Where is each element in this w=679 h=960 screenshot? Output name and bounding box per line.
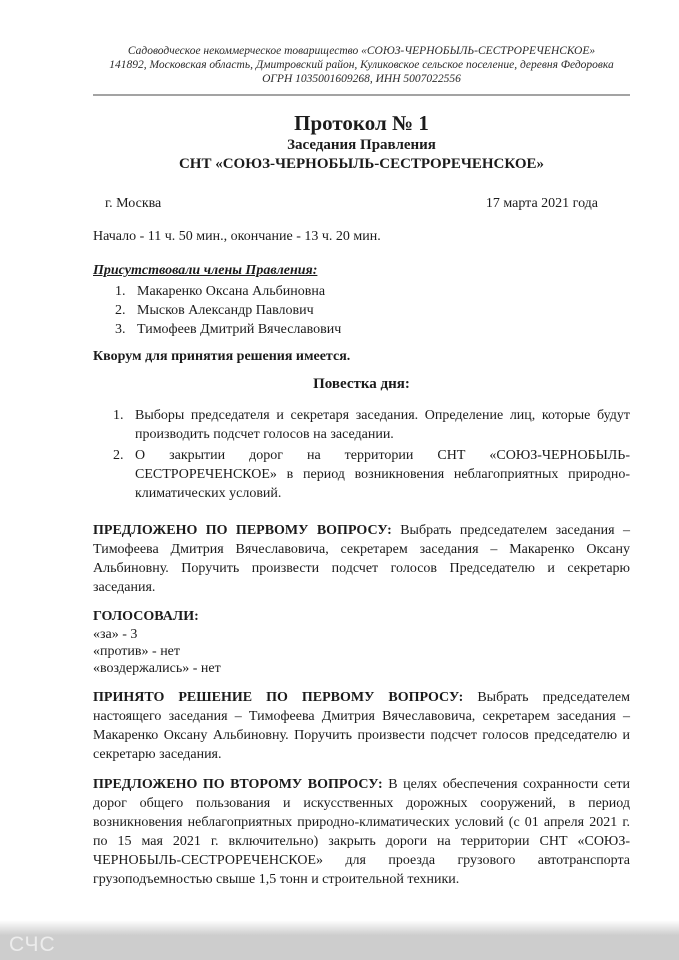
org-registration-numbers: ОГРН 1035001609268, ИНН 5007022556 <box>262 73 461 85</box>
question1-proposal-label: ПРЕДЛОЖЕНО ПО ПЕРВОМУ ВОПРОСУ: <box>93 523 392 538</box>
attendee-name: Тимофеев Дмитрий Вячеславович <box>137 322 342 337</box>
vote-line-abstained: «воздержались» - нет <box>93 661 221 676</box>
question1-proposal <box>93 521 630 597</box>
vote-line-against: «против» - нет <box>93 644 181 659</box>
question1-proposal-text: Выбрать председателем заседания – Тимофеева Дмитрия Вячеславовича, секретарем заседания – Макаренко Оксану Альбиновну. Поручить произвести подсчет голосов Председателю и секретарю заседания. <box>93 523 630 595</box>
attendees-heading: Присутствовали члены Правления: <box>93 263 318 278</box>
agenda-item-number: 2. <box>113 448 124 463</box>
attendee-number: 1. <box>115 284 126 299</box>
org-name: Садоводческое некоммерческое товарищество «СОЮЗ-ЧЕРНОБЫЛЬ-СЕСТРОРЕЧЕНСКОЕ» <box>127 45 596 57</box>
agenda-heading: Повестка дня: <box>313 376 410 392</box>
voting-heading: ГОЛОСОВАЛИ: <box>93 609 199 624</box>
document-title: Протокол № 1 <box>294 111 429 135</box>
agenda-item <box>93 406 630 444</box>
vote-line-for: «за» - 3 <box>93 627 138 642</box>
agenda-item-text: Выборы председателя и секретаря заседания. Определение лиц, которые будут производить подсчет голосов на заседании. <box>135 408 630 442</box>
question2-proposal-text: В целях обеспечения сохранности сети дорог общего пользования и искусственных дорожных сооружений, в период возникновения неблагоприятных природно-климатических условий (с 01 апреля 2021 г. по 15 мая 2021 г. включительно) закрыть дороги на территории СНТ «СОЮЗ-ЧЕРНОБЫЛЬ-СЕСТРОРЕЧЕНСКОЕ» для проезда грузового автотранспорта грузоподъемностью свыше 1,5 тонн и строительной техники. <box>93 777 631 887</box>
agenda-item-number: 1. <box>113 408 124 423</box>
agenda-list <box>93 406 630 503</box>
site-watermark: СЧС <box>9 933 56 956</box>
time-line: Начало - 11 ч. 50 мин., окончание - 13 ч. 20 мин. <box>93 229 381 244</box>
attendee-number: 3. <box>115 322 126 337</box>
meta-row <box>93 194 630 213</box>
attendee-item <box>93 282 630 301</box>
attendee-name: Макаренко Оксана Альбиновна <box>137 284 326 299</box>
question1-decision <box>93 688 630 764</box>
attendee-item <box>93 320 630 339</box>
attendee-item <box>93 301 630 320</box>
protocol-document <box>93 0 630 889</box>
attendee-name: Мысков Александр Павлович <box>137 303 314 318</box>
header-divider <box>93 94 630 96</box>
org-address: 141892, Московская область, Дмитровский район, Куликовское сельское поселение, деревня Федоровка <box>109 59 614 71</box>
agenda-item-text: О закрытии дорог на территории СНТ «СОЮЗ-ЧЕРНОБЫЛЬ-СЕСТРОРЕЧЕНСКОЕ» в период возникновения неблагоприятных природно-климатических условий. <box>135 448 630 501</box>
question2-proposal <box>93 775 630 889</box>
vote-results <box>93 626 630 677</box>
quorum-statement: Кворум для принятия решения имеется. <box>93 349 351 364</box>
title-block <box>93 110 630 174</box>
document-subtitle-org: СНТ «СОЮЗ-ЧЕРНОБЫЛЬ-СЕСТРОРЕЧЕНСКОЕ» <box>178 156 545 172</box>
agenda-item <box>93 446 630 503</box>
question1-decision-label: ПРИНЯТО РЕШЕНИЕ ПО ПЕРВОМУ ВОПРОСУ: <box>93 690 464 705</box>
question2-proposal-label: ПРЕДЛОЖЕНО ПО ВТОРОМУ ВОПРОСУ: <box>93 777 383 792</box>
document-subtitle-meeting: Заседания Правления <box>287 137 436 153</box>
question1-decision-text: Выбрать председателем настоящего заседания – Тимофеева Дмитрия Вячеславовича, секретарем заседания – Макаренко Оксану Альбиновну. Поручить произвести подсчет голосов председателю и секретарю заседания. <box>93 690 630 762</box>
footer-band <box>0 920 679 960</box>
attendee-number: 2. <box>115 303 126 318</box>
date-label: 17 марта 2021 года <box>485 196 598 211</box>
attendees-list <box>93 282 630 339</box>
city-label: г. Москва <box>105 196 162 211</box>
org-header <box>93 0 630 86</box>
